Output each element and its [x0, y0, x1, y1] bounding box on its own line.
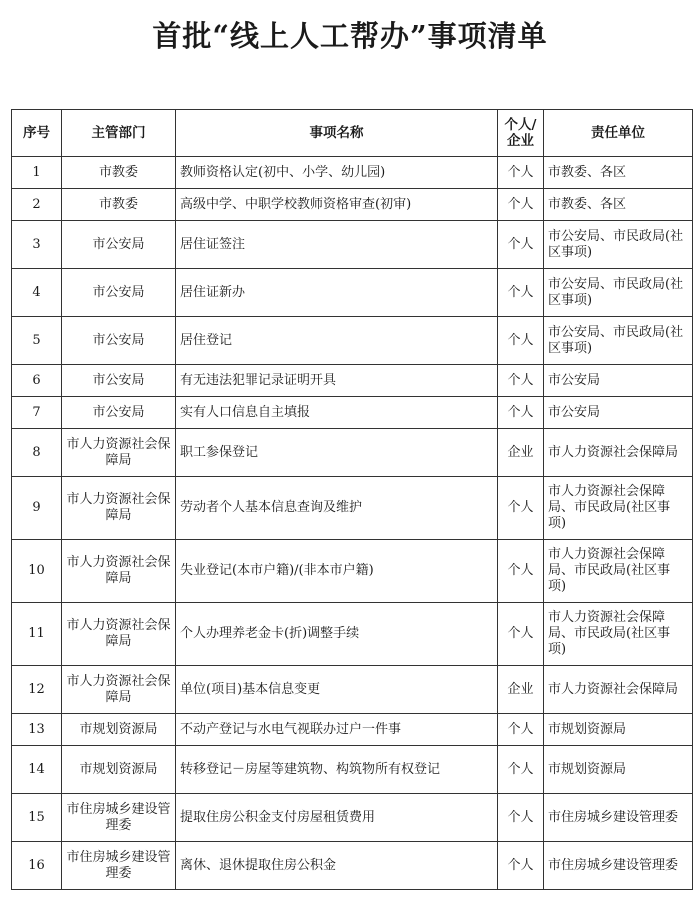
cell-resp: 市人力资源社会保障局、市民政局(社区事项)	[544, 540, 693, 603]
cell-dept: 市教委	[62, 157, 176, 189]
cell-resp: 市人力资源社会保障局、市民政局(社区事项)	[544, 603, 693, 666]
cell-item: 居住证新办	[176, 269, 498, 317]
table-row	[12, 746, 693, 794]
cell-type: 个人	[498, 603, 544, 666]
cell-type: 个人	[498, 477, 544, 540]
cell-item: 个人办理养老金卡(折)调整手续	[176, 603, 498, 666]
header-type	[498, 110, 544, 157]
cell-type: 个人	[498, 317, 544, 365]
table-row	[12, 477, 693, 540]
table-row	[12, 397, 693, 429]
cell-dept: 市公安局	[62, 397, 176, 429]
cell-index: 3	[12, 221, 62, 269]
table-row	[12, 714, 693, 746]
cell-index: 8	[12, 429, 62, 477]
header-index: 序号	[12, 110, 62, 157]
cell-dept: 市人力资源社会保障局	[62, 603, 176, 666]
cell-resp: 市规划资源局	[544, 714, 693, 746]
cell-resp: 市人力资源社会保障局	[544, 666, 693, 714]
cell-type: 个人	[498, 714, 544, 746]
cell-resp: 市公安局、市民政局(社区事项)	[544, 317, 693, 365]
cell-resp: 市教委、各区	[544, 157, 693, 189]
cell-resp: 市人力资源社会保障局	[544, 429, 693, 477]
header-type-line1: 个人/	[504, 117, 537, 133]
cell-item: 劳动者个人基本信息查询及维护	[176, 477, 498, 540]
cell-index: 7	[12, 397, 62, 429]
table-row	[12, 317, 693, 365]
cell-dept: 市住房城乡建设管理委	[62, 842, 176, 890]
cell-dept: 市公安局	[62, 269, 176, 317]
table-row	[12, 603, 693, 666]
cell-type: 个人	[498, 794, 544, 842]
table-row	[12, 842, 693, 890]
table-row	[12, 666, 693, 714]
cell-resp: 市人力资源社会保障局、市民政局(社区事项)	[544, 477, 693, 540]
table-row	[12, 365, 693, 397]
table-header-row	[12, 110, 693, 157]
cell-type: 个人	[498, 189, 544, 221]
cell-dept: 市公安局	[62, 365, 176, 397]
cell-type: 个人	[498, 157, 544, 189]
cell-item: 实有人口信息自主填报	[176, 397, 498, 429]
header-item: 事项名称	[176, 110, 498, 157]
cell-resp: 市教委、各区	[544, 189, 693, 221]
cell-index: 4	[12, 269, 62, 317]
cell-index: 15	[12, 794, 62, 842]
cell-item: 居住证签注	[176, 221, 498, 269]
cell-item: 提取住房公积金支付房屋租赁费用	[176, 794, 498, 842]
cell-type: 个人	[498, 397, 544, 429]
cell-dept: 市住房城乡建设管理委	[62, 794, 176, 842]
table-row	[12, 269, 693, 317]
cell-item: 单位(项目)基本信息变更	[176, 666, 498, 714]
cell-item: 有无违法犯罪记录证明开具	[176, 365, 498, 397]
table-row	[12, 794, 693, 842]
cell-dept: 市人力资源社会保障局	[62, 477, 176, 540]
cell-index: 9	[12, 477, 62, 540]
cell-index: 1	[12, 157, 62, 189]
header-dept: 主管部门	[62, 110, 176, 157]
cell-type: 企业	[498, 429, 544, 477]
cell-resp: 市规划资源局	[544, 746, 693, 794]
cell-dept: 市人力资源社会保障局	[62, 429, 176, 477]
cell-item: 高级中学、中职学校教师资格审查(初审)	[176, 189, 498, 221]
cell-type: 个人	[498, 746, 544, 794]
cell-index: 14	[12, 746, 62, 794]
cell-resp: 市公安局	[544, 397, 693, 429]
cell-item: 失业登记(本市户籍)/(非本市户籍)	[176, 540, 498, 603]
cell-item: 职工参保登记	[176, 429, 498, 477]
cell-dept: 市公安局	[62, 221, 176, 269]
cell-resp: 市公安局、市民政局(社区事项)	[544, 269, 693, 317]
table-row	[12, 429, 693, 477]
cell-dept: 市规划资源局	[62, 714, 176, 746]
cell-type: 个人	[498, 365, 544, 397]
table-row	[12, 221, 693, 269]
cell-item: 不动产登记与水电气视联办过户一件事	[176, 714, 498, 746]
cell-index: 13	[12, 714, 62, 746]
cell-index: 11	[12, 603, 62, 666]
cell-type: 个人	[498, 842, 544, 890]
cell-type: 个人	[498, 221, 544, 269]
cell-index: 16	[12, 842, 62, 890]
cell-dept: 市人力资源社会保障局	[62, 666, 176, 714]
cell-index: 10	[12, 540, 62, 603]
table-row	[12, 540, 693, 603]
cell-dept: 市公安局	[62, 317, 176, 365]
cell-item: 转移登记－房屋等建筑物、构筑物所有权登记	[176, 746, 498, 794]
cell-type: 个人	[498, 540, 544, 603]
table-row	[12, 157, 693, 189]
cell-resp: 市住房城乡建设管理委	[544, 794, 693, 842]
cell-dept: 市规划资源局	[62, 746, 176, 794]
cell-index: 5	[12, 317, 62, 365]
cell-item: 教师资格认定(初中、小学、幼儿园)	[176, 157, 498, 189]
cell-dept: 市人力资源社会保障局	[62, 540, 176, 603]
cell-index: 6	[12, 365, 62, 397]
cell-dept: 市教委	[62, 189, 176, 221]
cell-resp: 市住房城乡建设管理委	[544, 842, 693, 890]
cell-resp: 市公安局、市民政局(社区事项)	[544, 221, 693, 269]
cell-type: 个人	[498, 269, 544, 317]
header-resp: 责任单位	[544, 110, 693, 157]
cell-item: 居住登记	[176, 317, 498, 365]
cell-index: 2	[12, 189, 62, 221]
page-title: 首批“线上人工帮办”事项清单	[152, 19, 548, 53]
header-type-line2: 企业	[507, 133, 534, 149]
items-table	[11, 109, 693, 890]
table-row	[12, 189, 693, 221]
cell-item: 离休、退休提取住房公积金	[176, 842, 498, 890]
cell-resp: 市公安局	[544, 365, 693, 397]
cell-index: 12	[12, 666, 62, 714]
cell-type: 企业	[498, 666, 544, 714]
